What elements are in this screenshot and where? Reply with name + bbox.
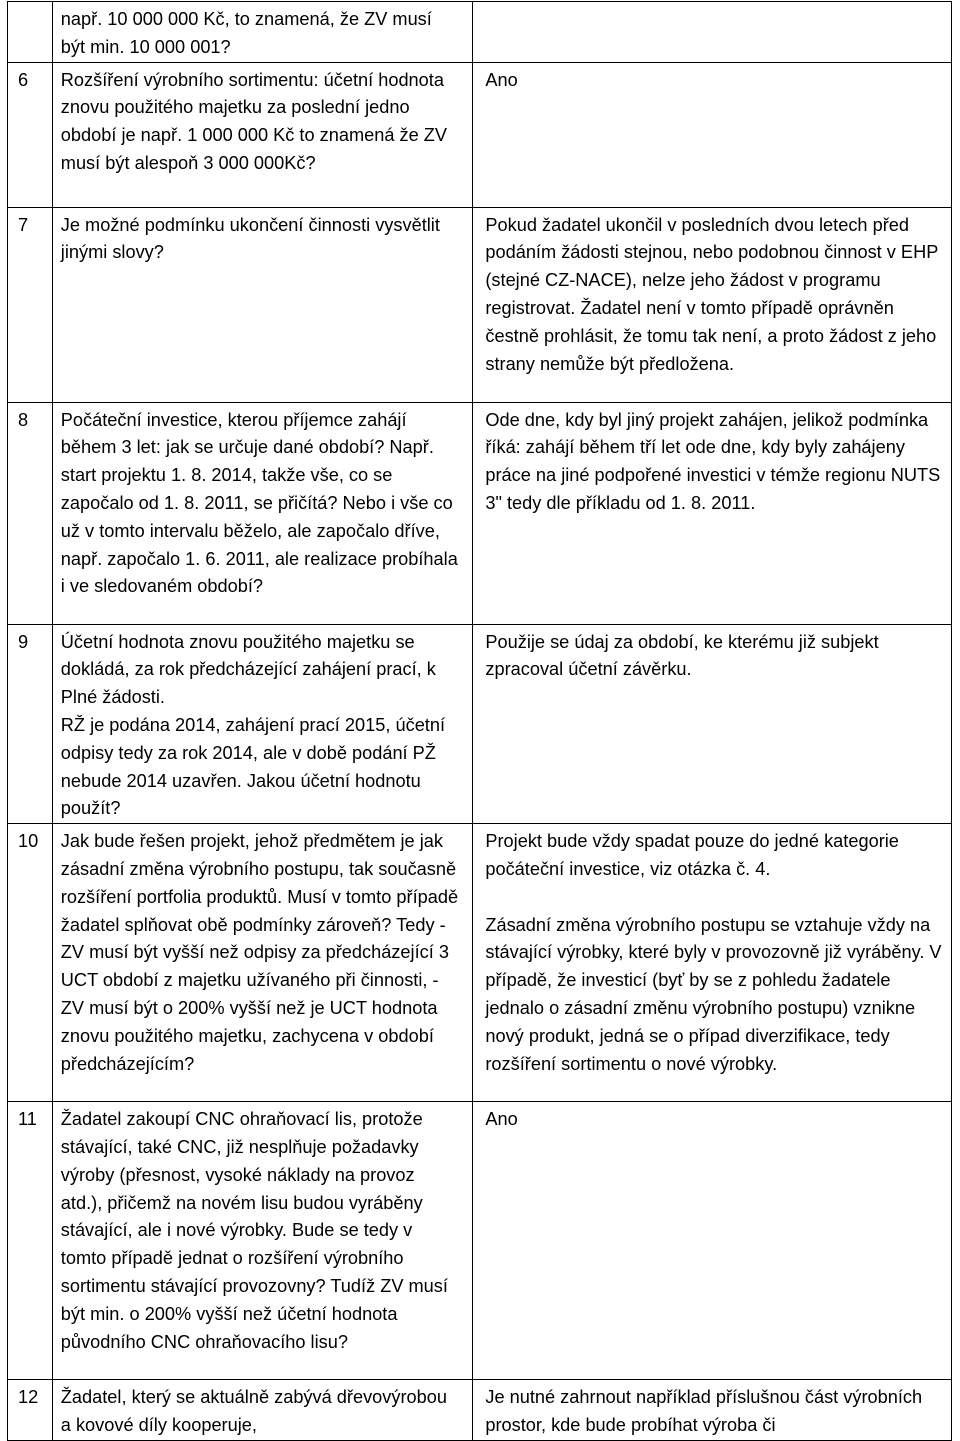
table-row: [8, 1380, 952, 1441]
answer-cell: [473, 2, 952, 63]
answer-cell: Použije se údaj za období, ke kterému již subjekt zpracoval účetní závěrku.: [473, 624, 952, 824]
question-cell: Rozšíření výrobního sortimentu: účetní hodnota znovu použitého majetku za poslední jedno období je např. 1 000 000 Kč to znamená že ZV musí být alespoň 3 000 000Kč?: [52, 62, 473, 207]
question-cell: Jak bude řešen projekt, jehož předmětem je jak zásadní změna výrobního postupu, tak současně rozšíření portfolia produktů. Musí v tomto případě žadatel splňovat obě podmínky zároveň? Tedy - ZV musí být vyšší než odpisy za předcházející 3 UCT období z majetku užívaného při činnosti, - ZV musí být o 200% vyšší než je UCT hodnota znovu použitého majetku, zachycena v období předcházejícím?: [52, 824, 473, 1102]
faq-table: [7, 1, 952, 1441]
table-row: [8, 402, 952, 624]
table-row: [8, 2, 952, 63]
faq-table-body: [8, 2, 952, 1441]
question-cell: např. 10 000 000 Kč, to znamená, že ZV musí být min. 10 000 001?: [52, 2, 473, 63]
row-number: 9: [8, 624, 53, 824]
row-number: 11: [8, 1102, 53, 1380]
table-row: [8, 624, 952, 824]
question-cell: Žadatel zakoupí CNC ohraňovací lis, protože stávající, také CNC, již nesplňuje požadavky výroby (přesnost, vysoké náklady na provoz atd.), přičemž na novém lisu budou vyráběny stávající, ale i nové výrobky. Bude se tedy v tomto případě jednat o rozšíření výrobního sortimentu stávající provozovny? Tudíž ZV musí být min. o 200% vyšší než účetní hodnota původního CNC ohraňovacího lisu?: [52, 1102, 473, 1380]
answer-cell: Pokud žadatel ukončil v posledních dvou letech před podáním žádosti stejnou, nebo podobnou činnost v EHP (stejné CZ-NACE), nelze jeho žádost v programu registrovat. Žadatel není v tomto případě oprávněn čestně prohlásit, že tomu tak není, a proto žádost z jeho strany nemůže být předložena.: [473, 207, 952, 402]
question-cell: Počáteční investice, kterou příjemce zahájí během 3 let: jak se určuje dané období? Např. start projektu 1. 8. 2014, takže vše, co se započalo od 1. 8. 2011, se přičítá? Nebo i vše co už v tomto intervalu běželo, ale započalo dříve, např. započalo 1. 6. 2011, ale realizace probíhala i ve sledovaném období?: [52, 402, 473, 624]
row-number: 10: [8, 824, 53, 1102]
question-cell: Účetní hodnota znovu použitého majetku se dokládá, za rok předcházející zahájení prací, k Plné žádosti. RŽ je podána 2014, zahájení prací 2015, účetní odpisy tedy za rok 2014, ale v době podání PŽ nebude 2014 uzavřen. Jakou účetní hodnotu použít?: [52, 624, 473, 824]
table-row: [8, 1102, 952, 1380]
answer-cell: Ano: [473, 1102, 952, 1380]
answer-cell: Ano: [473, 62, 952, 207]
row-number: 6: [8, 62, 53, 207]
question-cell: Žadatel, který se aktuálně zabývá dřevovýrobou a kovové díly kooperuje,: [52, 1380, 473, 1441]
answer-cell: Projekt bude vždy spadat pouze do jedné kategorie počáteční investice, viz otázka č. 4. Zásadní změna výrobního postupu se vztahuje vždy na stávající výrobky, které byly v provozovně již vyráběny. V případě, že investicí (byť by se z pohledu žadatele jednalo o zásadní změnu výrobního postupu) vznikne nový produkt, jedná se o případ diverzifikace, tedy rozšíření sortimentu o nové výrobky.: [473, 824, 952, 1102]
table-row: [8, 207, 952, 402]
row-number: [8, 2, 53, 63]
question-cell: Je možné podmínku ukončení činnosti vysvětlit jinými slovy?: [52, 207, 473, 402]
row-number: 12: [8, 1380, 53, 1441]
row-number: 7: [8, 207, 53, 402]
answer-cell: Je nutné zahrnout například příslušnou část výrobních prostor, kde bude probíhat výroba či: [473, 1380, 952, 1441]
table-row: [8, 62, 952, 207]
table-row: [8, 824, 952, 1102]
row-number: 8: [8, 402, 53, 624]
answer-cell: Ode dne, kdy byl jiný projekt zahájen, jelikož podmínka říká: zahájí během tří let ode dne, kdy byly zahájeny práce na jiné podpořené investici v témže regionu NUTS 3" tedy dle příkladu od 1. 8. 2011.: [473, 402, 952, 624]
